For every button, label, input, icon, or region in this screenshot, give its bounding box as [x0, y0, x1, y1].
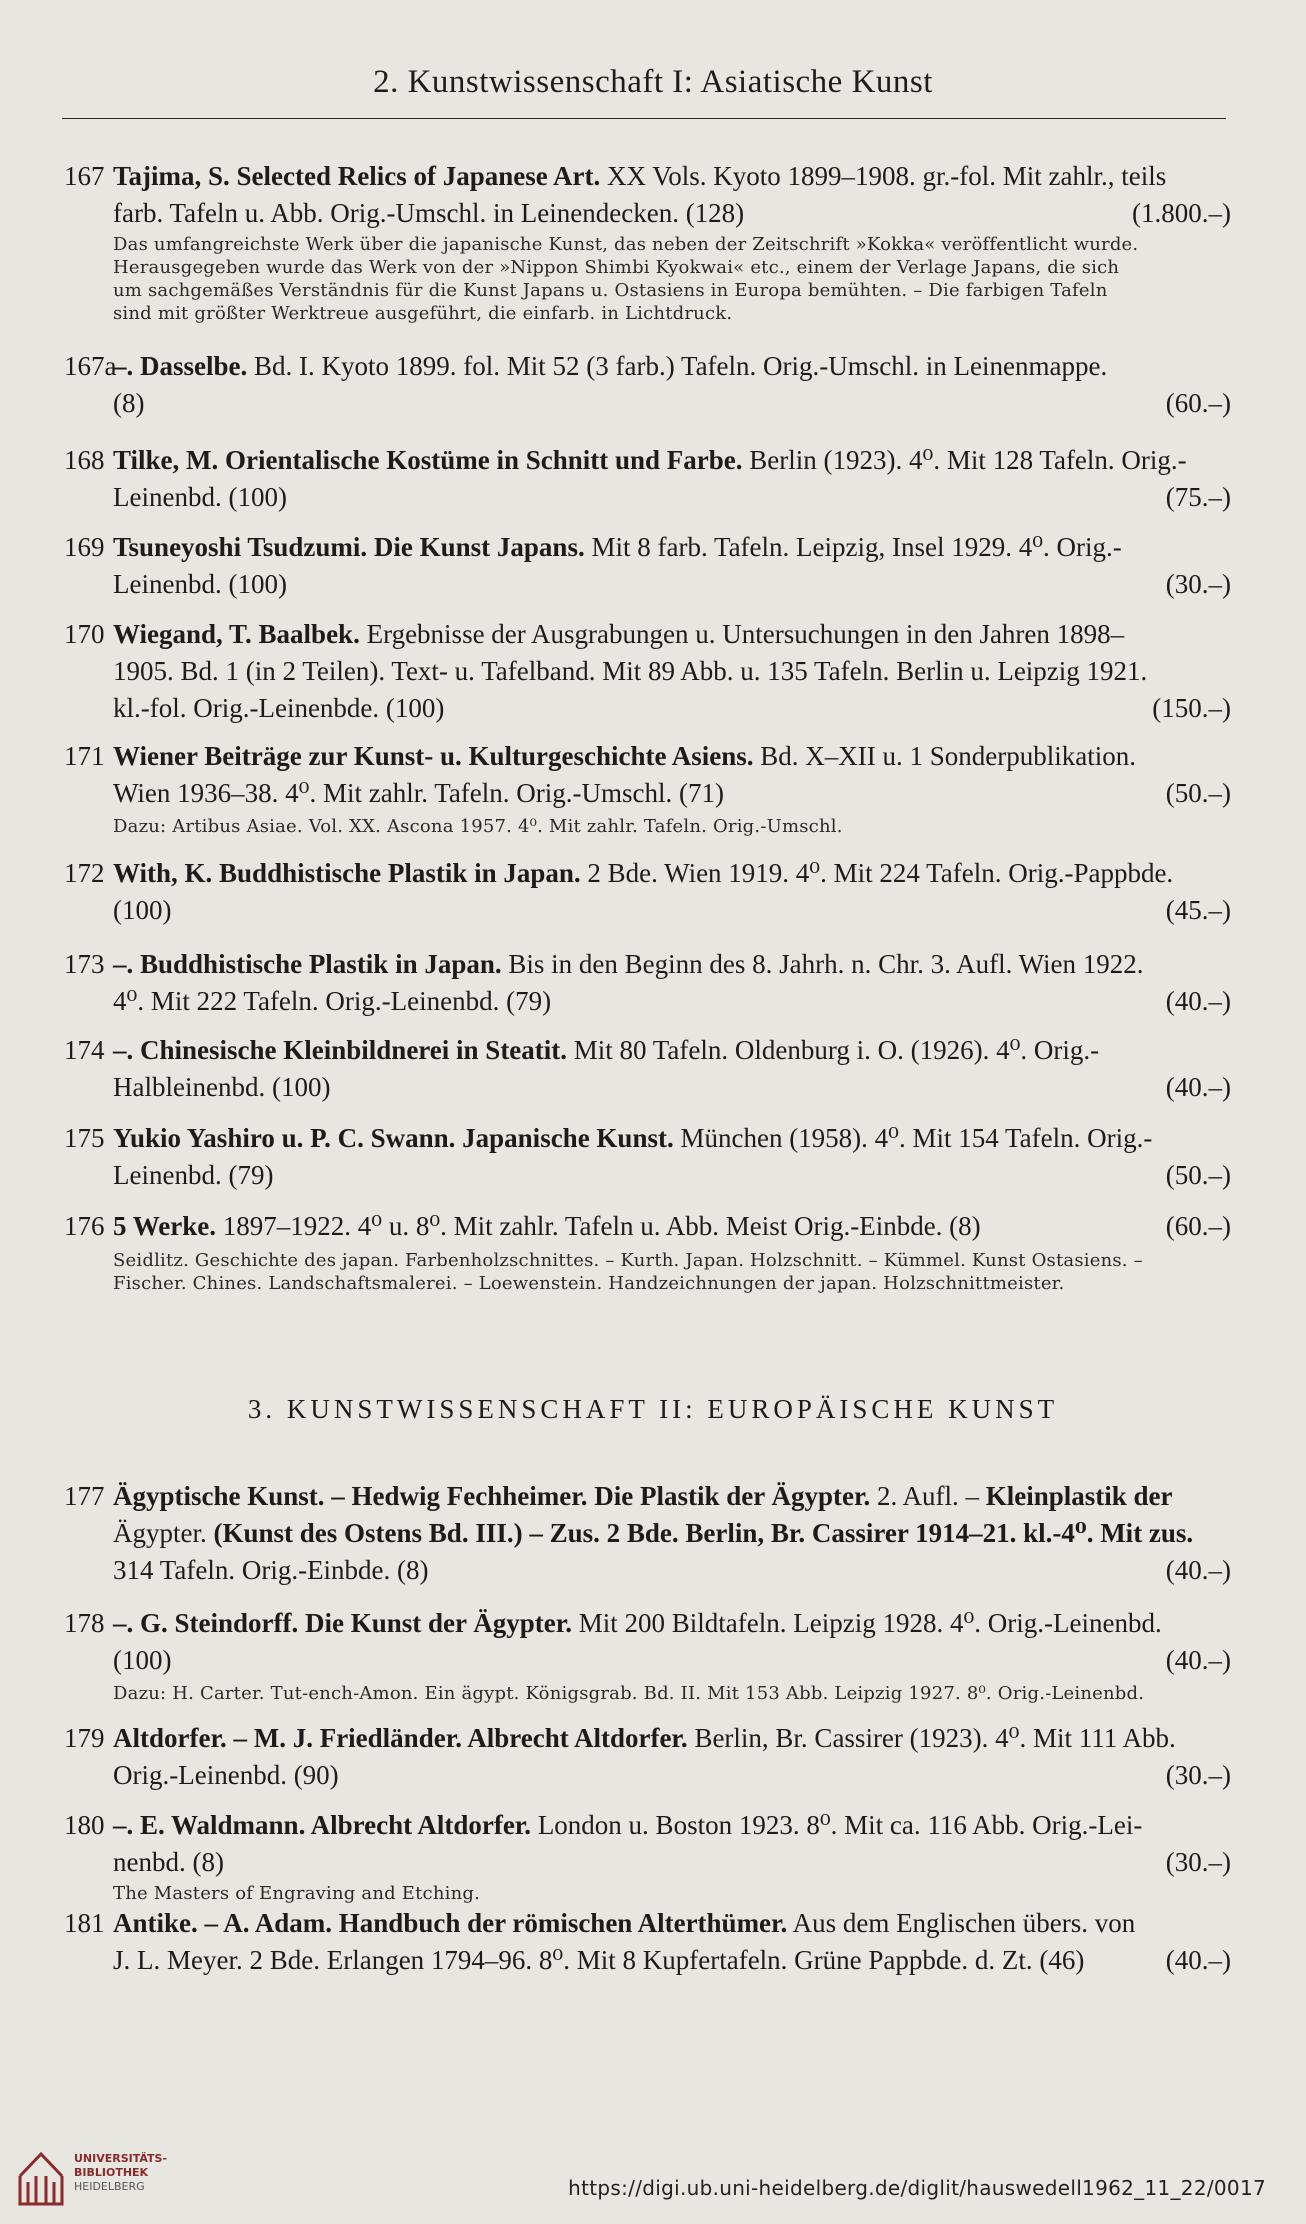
entry-details: Wien 1936–38. 4⁰. Mit zahlr. Tafeln. Orig.-Umschl. (71) [113, 778, 724, 808]
entry-line [113, 1032, 1231, 1069]
entry-note-line: Seidlitz. Geschichte des japan. Farbenholzschnittes. – Kurth. Japan. Holzschnitt. – Kümmel. Kunst Ostasiens. – [113, 1250, 1143, 1271]
entry-title: Altdorfer. – M. J. Friedländer. Albrecht Altdorfer. [113, 1723, 688, 1753]
entry-text [113, 1605, 1231, 1679]
entry-price: (150.–) [1152, 693, 1231, 723]
entry-price: (50.–) [1165, 1160, 1231, 1190]
entry-line [113, 566, 1231, 603]
entry-title: Tajima, S. Selected Relics of Japanese Art. [113, 161, 601, 191]
entry-title: Wiegand, T. Baalbek. [113, 619, 360, 649]
entry-text [113, 1720, 1231, 1794]
entry-text [113, 158, 1231, 232]
entry-line [113, 1942, 1231, 1979]
entry-line [113, 690, 1231, 727]
entry-details: 4⁰. Mit 222 Tafeln. Orig.-Leinenbd. (79) [113, 986, 552, 1016]
logo-line-1: UNIVERSITÄTS- [74, 2152, 168, 2165]
entry-line [113, 442, 1231, 479]
entry-line [113, 195, 1231, 232]
entry-details: J. L. Meyer. 2 Bde. Erlangen 1794–96. 8⁰. Mit 8 Kupfertafeln. Grüne Pappbde. d. Zt. (46) [113, 1945, 1085, 1975]
entry-line [113, 653, 1231, 690]
entry-price: (1.800.–) [1132, 198, 1231, 228]
entry-details: Berlin (1923). 4⁰. Mit 128 Tafeln. Orig.- [742, 445, 1187, 475]
entry-line [113, 1720, 1231, 1757]
entry-text [113, 348, 1231, 422]
entry-note-line: Das umfangreichste Werk über die japanische Kunst, das neben der Zeitschrift »Kokka« veröffentlicht wurde. [113, 234, 1139, 255]
entry-details: Leinenbd. (79) [113, 1160, 274, 1190]
entry-price: (40.–) [1165, 1945, 1231, 1975]
entry-note-line: The Masters of Engraving and Etching. [113, 1883, 481, 1904]
entry-number: 175 [64, 1123, 105, 1153]
entry-line [113, 1757, 1231, 1794]
entry-title: –. G. Steindorff. Die Kunst der Ägypter. [113, 1608, 572, 1638]
entry-line [113, 1515, 1231, 1552]
entry-number: 177 [64, 1481, 105, 1511]
entry-title: Ägyptische Kunst. – Hedwig Fechheimer. Die Plastik der Ägypter. [113, 1481, 871, 1511]
entry-details: Ägypter. [113, 1518, 207, 1548]
entry-line [113, 1208, 1231, 1245]
entry-note [113, 1882, 1231, 1905]
entry-price: (45.–) [1165, 895, 1231, 925]
entry-details: (8) [113, 388, 145, 418]
entry-title: 5 Werke. [113, 1211, 216, 1241]
entry-details: (100) [113, 895, 172, 925]
entry-line [113, 1069, 1231, 1106]
entry-details: farb. Tafeln u. Abb. Orig.-Umschl. in Leinendecken. (128) [113, 198, 745, 228]
entry-title: With, K. Buddhistische Plastik in Japan. [113, 858, 581, 888]
entry-details: nenbd. (8) [113, 1847, 224, 1877]
entry-line [113, 1120, 1231, 1157]
entry-details: kl.-fol. Orig.-Leinenbde. (100) [113, 693, 445, 723]
entry-details: Mit 200 Bildtafeln. Leipzig 1928. 4⁰. Orig.-Leinenbd. [572, 1608, 1162, 1638]
entry-line [113, 892, 1231, 929]
entry-number: 170 [64, 619, 105, 649]
entry-price: (60.–) [1165, 1211, 1231, 1241]
entry-details: Mit 80 Tafeln. Oldenburg i. O. (1926). 4⁰. Orig.- [567, 1035, 1100, 1065]
entry-details: Aus dem Englischen übers. von [787, 1908, 1136, 1938]
entry-details: Ergebnisse der Ausgrabungen u. Untersuchungen in den Jahren 1898– [359, 619, 1125, 649]
entry-details: Leinenbd. (100) [113, 482, 287, 512]
entry-details: Bd. I. Kyoto 1899. fol. Mit 52 (3 farb.) Tafeln. Orig.-Umschl. in Leinenmappe. [247, 351, 1108, 381]
library-logo[interactable] [16, 2146, 176, 2208]
entry-price: (40.–) [1165, 1072, 1231, 1102]
entry-note-line: sind mit größter Werktreue ausgeführt, die einfarb. in Lichtdruck. [113, 303, 733, 324]
entry-note-line: Dazu: H. Carter. Tut-ench-Amon. Ein ägypt. Königsgrab. Bd. II. Mit 153 Abb. Leipzig 1927. 8⁰. Orig.-Leinenbd. [113, 1683, 1145, 1704]
entry-number: 173 [64, 949, 105, 979]
entry-number: 174 [64, 1035, 105, 1065]
entry-text [113, 1478, 1231, 1589]
entry-line [113, 385, 1231, 422]
entry-text [113, 442, 1231, 516]
header-rule [62, 118, 1226, 119]
entry-note [113, 1249, 1231, 1295]
entry-details: Leinenbd. (100) [113, 569, 287, 599]
entry-line [113, 1844, 1231, 1881]
page-header: 2. Kunstwissenschaft I: Asiatische Kunst [373, 64, 933, 100]
entry-note [113, 815, 1231, 838]
entry-line [113, 946, 1231, 983]
entry-title: Yukio Yashiro u. P. C. Swann. Japanische Kunst. [113, 1123, 674, 1153]
entry-note-line: Fischer. Chines. Landschaftsmalerei. – Loewenstein. Handzeichnungen der japan. Holzschnittmeister. [113, 1273, 1065, 1294]
entry-line [113, 1157, 1231, 1194]
entry-details: London u. Boston 1923. 8⁰. Mit ca. 116 Abb. Orig.-Lei- [531, 1810, 1143, 1840]
entry-price: (60.–) [1165, 388, 1231, 418]
entry-text [113, 1807, 1231, 1881]
entry-title: –. E. Waldmann. Albrecht Altdorfer. [113, 1810, 532, 1840]
entry-line [113, 616, 1231, 653]
entry-title: –. Buddhistische Plastik in Japan. [113, 949, 502, 979]
entry-details: 1897–1922. 4⁰ u. 8⁰. Mit zahlr. Tafeln u. Abb. Meist Orig.-Einbde. (8) [216, 1211, 981, 1241]
entry-text [113, 946, 1231, 1020]
entry-line [113, 1807, 1231, 1844]
section-heading: 3. KUNSTWISSENSCHAFT II: EUROPÄISCHE KUNST [247, 1394, 1059, 1424]
entry-line [113, 1605, 1231, 1642]
entry-number: 179 [64, 1723, 105, 1753]
logo-line-3: HEIDELBERG [74, 2180, 145, 2193]
entry-number: 167 [64, 161, 105, 191]
entry-note [113, 1682, 1231, 1705]
entry-details: 2. Aufl. – [870, 1481, 986, 1511]
entry-number: 176 [64, 1211, 105, 1241]
entry-text [113, 1905, 1231, 1979]
logo-line-2: BIBLIOTHEK [74, 2166, 149, 2179]
entry-details: Halbleinenbd. (100) [113, 1072, 331, 1102]
entry-details: München (1958). 4⁰. Mit 154 Tafeln. Orig.- [673, 1123, 1153, 1153]
entry-details: 1905. Bd. 1 (in 2 Teilen). Text- u. Tafelband. Mit 89 Abb. u. 135 Tafeln. Berlin u. Leipzig 1921. [113, 656, 1148, 686]
entry-details: XX Vols. Kyoto 1899–1908. gr.-fol. Mit zahlr., teils [600, 161, 1167, 191]
entry-note-line: um sachgemäßes Verständnis für die Kunst Japans u. Ostasiens in Europa bemühten. – Die farbigen Tafeln [113, 280, 1108, 301]
entry-price: (40.–) [1165, 986, 1231, 1016]
entry-price: (30.–) [1165, 1847, 1231, 1877]
entry-line [113, 1552, 1231, 1589]
entry-title: Tsuneyoshi Tsudzumi. Die Kunst Japans. [113, 532, 585, 562]
entry-number: 168 [64, 445, 105, 475]
entry-price: (40.–) [1165, 1645, 1231, 1675]
entry-line [113, 775, 1231, 812]
entry-line [113, 738, 1231, 775]
entry-line [113, 1642, 1231, 1679]
entry-line [113, 529, 1231, 566]
entry-line [113, 479, 1231, 516]
library-logo-icon [16, 2146, 66, 2208]
entry-text [113, 855, 1231, 929]
entry-price: (50.–) [1165, 778, 1231, 808]
entry-title: –. Dasselbe. [113, 351, 248, 381]
entry-number: 178 [64, 1608, 105, 1638]
entry-price: (30.–) [1165, 569, 1231, 599]
entry-details: Bd. X–XII u. 1 Sonderpublikation. [753, 741, 1136, 771]
entry-number: 171 [64, 741, 105, 771]
entry-line [113, 855, 1231, 892]
entry-title: (Kunst des Ostens Bd. III.) – Zus. 2 Bde. Berlin, Br. Cassirer 1914–21. kl.-4⁰. Mit zus. [206, 1518, 1194, 1548]
source-url-link[interactable]: https://digi.ub.uni-heidelberg.de/diglit/hauswedell1962_11_22/0017 [568, 2176, 1266, 2200]
entry-number: 180 [64, 1810, 105, 1840]
entry-line [113, 1905, 1231, 1942]
entry-details: 314 Tafeln. Orig.-Einbde. (8) [113, 1555, 429, 1585]
entry-number: 167a [64, 351, 117, 381]
entry-title: Kleinplastik der [985, 1481, 1173, 1511]
entry-details: Orig.-Leinenbd. (90) [113, 1760, 339, 1790]
entry-text [113, 529, 1231, 603]
entry-title: Wiener Beiträge zur Kunst- u. Kulturgeschichte Asiens. [113, 741, 754, 771]
entry-number: 169 [64, 532, 105, 562]
entry-details: Bis in den Beginn des 8. Jahrh. n. Chr. 3. Aufl. Wien 1922. [501, 949, 1144, 979]
entry-note-line: Dazu: Artibus Asiae. Vol. XX. Ascona 1957. 4⁰. Mit zahlr. Tafeln. Orig.-Umschl. [113, 816, 843, 837]
entry-line [113, 348, 1231, 385]
library-logo-text [74, 2152, 184, 2194]
entry-details: Berlin, Br. Cassirer (1923). 4⁰. Mit 111 Abb. [687, 1723, 1176, 1753]
entry-title: Tilke, M. Orientalische Kostüme in Schnitt und Farbe. [113, 445, 743, 475]
entry-text [113, 738, 1231, 812]
entry-details: Mit 8 farb. Tafeln. Leipzig, Insel 1929. 4⁰. Orig.- [584, 532, 1122, 562]
entry-text [113, 1032, 1231, 1106]
entry-line [113, 983, 1231, 1020]
entry-price: (30.–) [1165, 1760, 1231, 1790]
entry-price: (40.–) [1165, 1555, 1231, 1585]
entry-note-line: Herausgegeben wurde das Werk von der »Nippon Shimbi Kyokwai« etc., einem der Verlage Japans, die sich [113, 257, 1120, 278]
entry-number: 172 [64, 858, 105, 888]
entry-text [113, 1208, 1231, 1245]
entry-number: 181 [64, 1908, 105, 1938]
entry-text [113, 1120, 1231, 1194]
entry-line [113, 158, 1231, 195]
entry-details: (100) [113, 1645, 172, 1675]
entry-price: (75.–) [1165, 482, 1231, 512]
entry-details: 2 Bde. Wien 1919. 4⁰. Mit 224 Tafeln. Orig.-Pappbde. [580, 858, 1174, 888]
entry-line [113, 1478, 1231, 1515]
entry-title: Antike. – A. Adam. Handbuch der römischen Alterthümer. [113, 1908, 788, 1938]
entry-text [113, 616, 1231, 727]
entry-title: –. Chinesische Kleinbildnerei in Steatit. [113, 1035, 568, 1065]
entry-note [113, 233, 1231, 325]
